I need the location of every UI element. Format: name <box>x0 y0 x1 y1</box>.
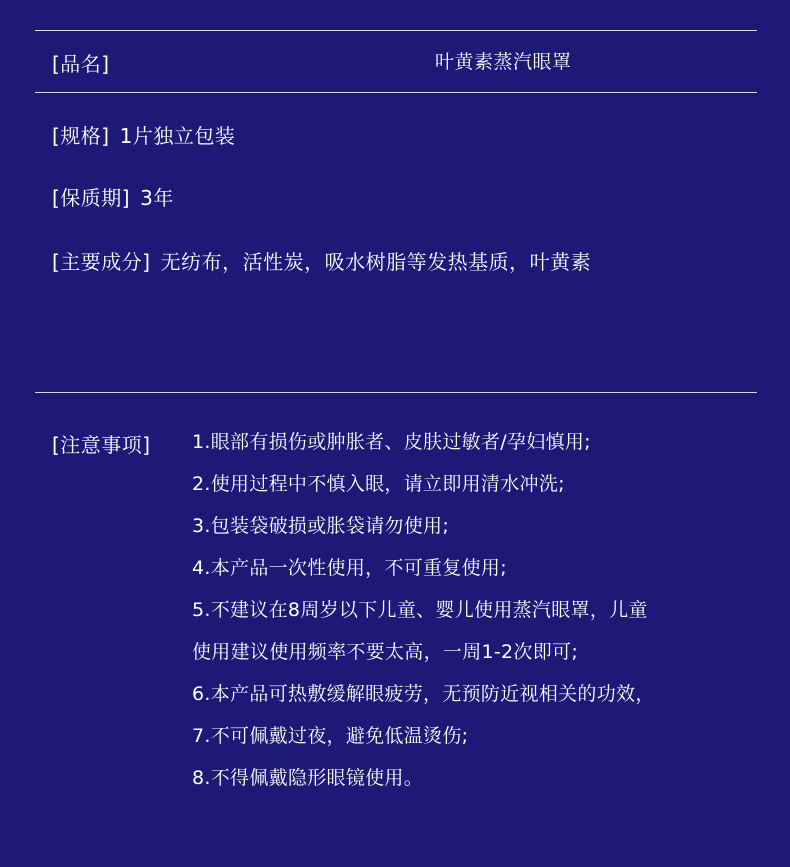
precaution-line: 2.使用过程中不慎入眼，请立即用清水冲洗; <box>192 473 565 495</box>
precaution-line: 7.不可佩戴过夜，避免低温烫伤; <box>192 725 469 747</box>
precaution-line: 使用建议使用频率不要太高，一周1-2次即可; <box>192 641 579 663</box>
ingredients-label: [主要成分] <box>52 250 151 274</box>
spec-value: 1片独立包装 <box>119 124 236 148</box>
precaution-line: 4.本产品一次性使用，不可重复使用; <box>192 557 507 579</box>
precautions-list <box>192 428 655 806</box>
precaution-line: 3.包装袋破损或胀袋请勿使用; <box>192 515 450 537</box>
section-divider <box>35 392 757 393</box>
precaution-line: 5.不建议在8周岁以下儿童、婴儿使用蒸汽眼罩，儿童 <box>192 599 648 621</box>
top-divider <box>35 30 757 31</box>
product-name-value: 叶黄素蒸汽眼罩 <box>435 51 572 73</box>
shelf-life-value: 3年 <box>140 186 174 210</box>
precautions-label: [注意事项] <box>52 433 151 457</box>
precaution-line: 8.不得佩戴隐形眼镜使用。 <box>192 767 424 789</box>
shelf-life-label: [保质期] <box>52 186 131 210</box>
spec-row <box>52 124 235 148</box>
ingredients-row <box>52 250 591 274</box>
name-divider <box>35 92 757 93</box>
ingredients-value: 无纺布，活性炭，吸水树脂等发热基质，叶黄素 <box>160 250 592 274</box>
precaution-line: 1.眼部有损伤或肿胀者、皮肤过敏者/孕妇慎用; <box>192 431 591 453</box>
precaution-line: 6.本产品可热敷缓解眼疲劳，无预防近视相关的功效， <box>192 683 655 705</box>
shelf-life-row <box>52 186 174 210</box>
product-name-label: [品名] <box>52 52 110 76</box>
spec-label: [规格] <box>52 124 110 148</box>
